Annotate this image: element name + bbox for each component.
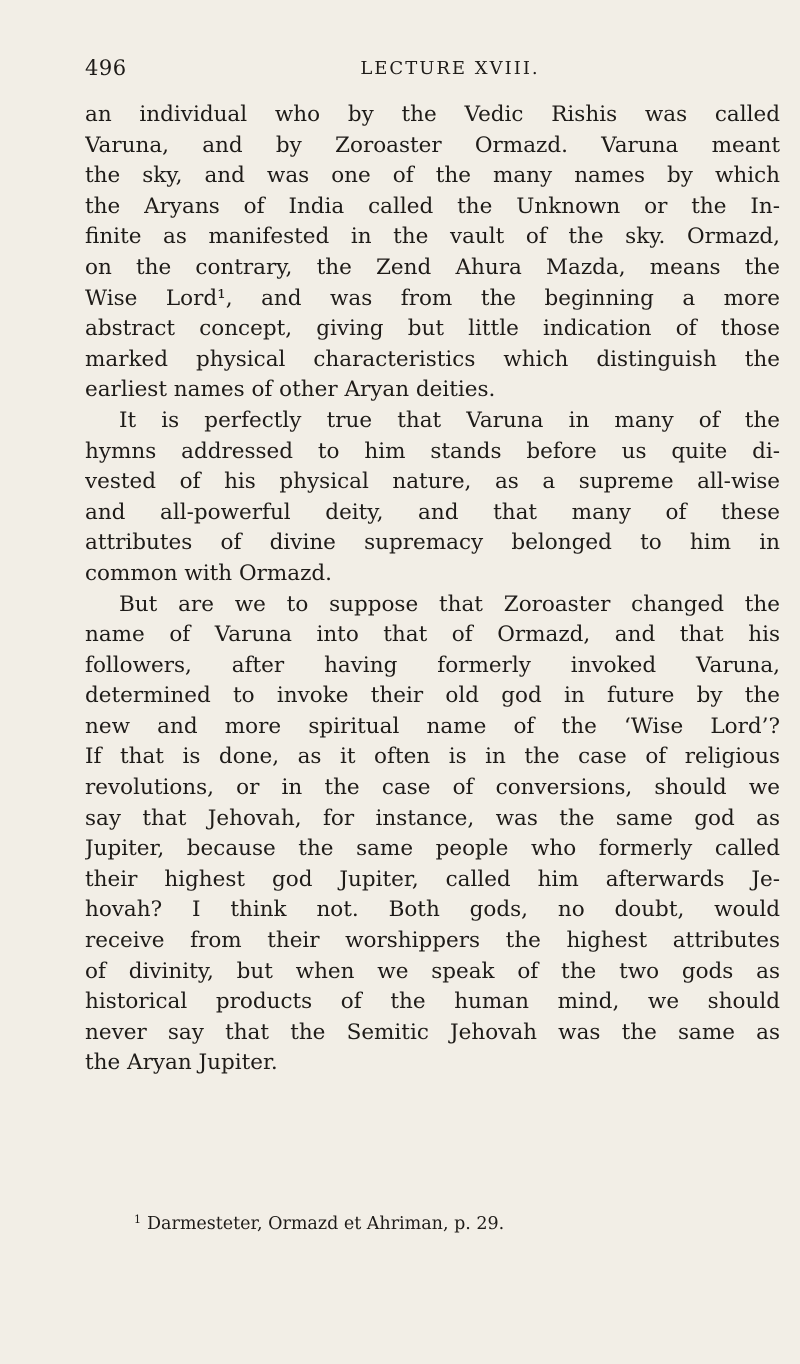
text-line: receive from their worshippers the highest attributes [85, 928, 780, 954]
text-line: followers, after having formerly invoked Varuna, [85, 652, 780, 678]
text-line: vested of his physical nature, as a supreme all-wise [85, 469, 780, 495]
text-line: revolutions, or in the case of conversions, should we [85, 775, 780, 801]
text-line: abstract concept, giving but little indication of those [85, 316, 780, 342]
text-line: earliest names of other Aryan deities. [85, 377, 496, 403]
text-line: Jupiter, because the same people who formerly called [85, 836, 780, 862]
text-line: never say that the Semitic Jehovah was the same as [85, 1019, 780, 1045]
footnote-text: Darmesteter, Ormazd et Ahriman, p. 29. [147, 1214, 505, 1234]
text-line: and all-powerful deity, and that many of these [85, 499, 780, 525]
text-line: finite as manifested in the vault of the sky. Ormazd, [85, 224, 780, 250]
text-line: Wise Lord¹, and was from the beginning a more [85, 285, 780, 311]
text-line: attributes of divine supremacy belonged to him in [85, 530, 780, 556]
text-line: the Aryans of India called the Unknown or the In- [85, 193, 780, 219]
body-text [85, 100, 780, 1079]
page-number: 496 [85, 56, 127, 80]
text-line: hymns addressed to him stands before us quite di- [85, 438, 780, 464]
text-line: the sky, and was one of the many names by which [85, 163, 780, 189]
running-head: LECTURE XVIII. [360, 58, 540, 79]
text-line: hovah? I think not. Both gods, no doubt, would [85, 897, 780, 923]
footnote-marker: 1 [134, 1213, 141, 1226]
text-line: on the contrary, the Zend Ahura Mazda, means the [85, 254, 780, 280]
text-line: Varuna, and by Zoroaster Ormazd. Varuna meant [85, 132, 780, 158]
text-line: their highest god Jupiter, called him afterwards Je- [85, 866, 780, 892]
text-line: of divinity, but when we speak of the two gods as [85, 958, 780, 984]
text-line: determined to invoke their old god in future by the [85, 683, 780, 709]
text-line: say that Jehovah, for instance, was the same god as [85, 805, 780, 831]
text-line: the Aryan Jupiter. [85, 1050, 278, 1076]
text-line: name of Varuna into that of Ormazd, and that his [85, 622, 780, 648]
footnote [134, 1208, 774, 1236]
text-line: marked physical characteristics which distinguish the [85, 346, 780, 372]
text-line: common with Ormazd. [85, 560, 333, 586]
text-line: historical products of the human mind, we should [85, 989, 780, 1015]
text-line: new and more spiritual name of the ‘Wise Lord’? [85, 713, 780, 739]
page-header [85, 56, 775, 86]
text-line: But are we to suppose that Zoroaster changed the [119, 591, 780, 617]
text-line: It is perfectly true that Varuna in many of the [119, 407, 780, 433]
text-line: an individual who by the Vedic Rishis was called [85, 102, 780, 127]
text-line: If that is done, as it often is in the case of religious [85, 744, 780, 770]
